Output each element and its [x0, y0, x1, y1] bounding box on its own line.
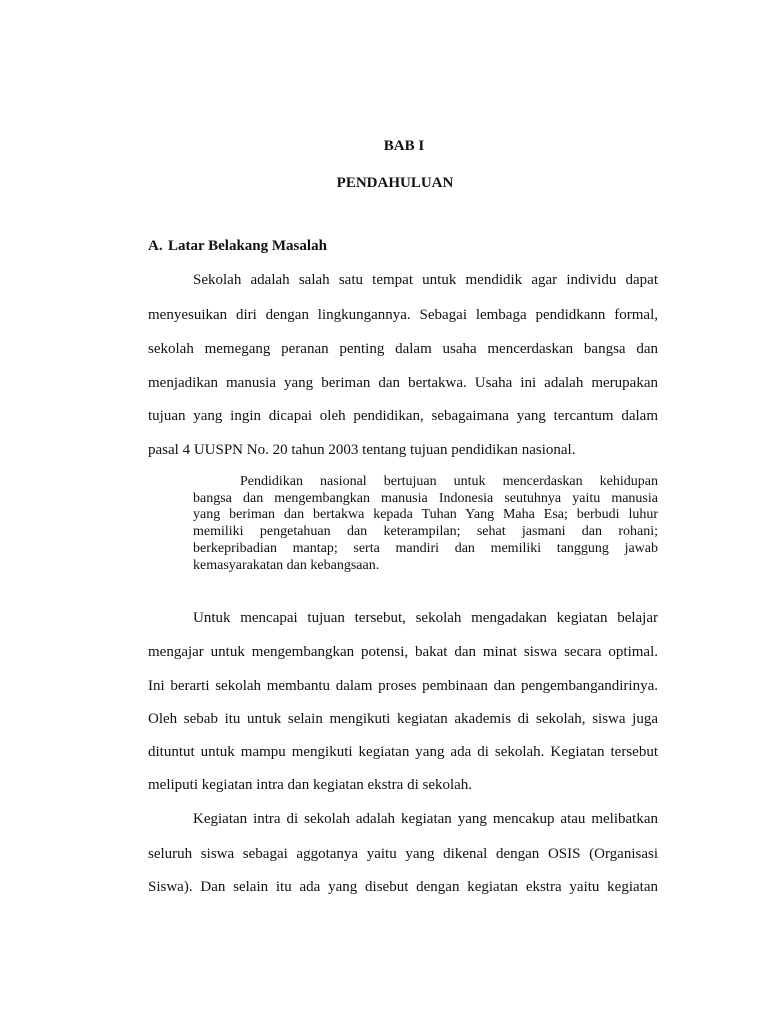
paragraph-2-line-4: Oleh sebab itu untuk selain mengikuti kegiatan akademis di sekolah, siswa juga: [148, 711, 658, 727]
section-heading: [148, 236, 327, 256]
quote-line-6: kemasyarakatan dan kebangsaan.: [193, 558, 380, 573]
paragraph-2-line-1: Untuk mencapai tujuan tersebut, sekolah mengadakan kegiatan belajar: [193, 610, 658, 626]
quote-line-2: bangsa dan mengembangkan manusia Indonesia seutuhnya yaitu manusia: [193, 491, 658, 506]
paragraph-1-line-5: tujuan yang ingin dicapai oleh pendidikan, sebagaimana yang tercantum dalam: [148, 408, 658, 424]
paragraph-1-line-4: menjadikan manusia yang beriman dan bertakwa. Usaha ini adalah merupakan: [148, 375, 658, 391]
chapter-number: BAB I: [383, 138, 425, 154]
paragraph-2-line-2: mengajar untuk mengembangkan potensi, bakat dan minat siswa secara optimal.: [148, 644, 658, 660]
paragraph-1-line-3: sekolah memegang peranan penting dalam usaha mencerdaskan bangsa dan: [148, 341, 658, 357]
paragraph-2-line-5: dituntut untuk mampu mengikuti kegiatan yang ada di sekolah. Kegiatan tersebut: [148, 744, 658, 760]
paragraph-2-line-6: meliputi kegiatan intra dan kegiatan ekstra di sekolah.: [148, 777, 473, 793]
paragraph-2-line-3: Ini berarti sekolah membantu dalam proses pembinaan dan pengembangandirinya.: [148, 678, 658, 694]
chapter-title: PENDAHULUAN: [336, 175, 454, 191]
quote-line-1: Pendidikan nasional bertujuan untuk mencerdaskan kehidupan: [240, 474, 658, 489]
paragraph-3-line-2: seluruh siswa sebagai aggotanya yaitu yang dikenal dengan OSIS (Organisasi: [148, 846, 658, 862]
quote-line-4: memiliki pengetahuan dan keterampilan; sehat jasmani dan rohani;: [193, 524, 658, 539]
paragraph-1-line-6: pasal 4 UUSPN No. 20 tahun 2003 tentang tujuan pendidikan nasional.: [148, 442, 576, 458]
paragraph-3-line-3: Siswa). Dan selain itu ada yang disebut dengan kegiatan ekstra yaitu kegiatan: [148, 879, 658, 895]
paragraph-3-line-1: Kegiatan intra di sekolah adalah kegiatan yang mencakup atau melibatkan: [193, 811, 658, 827]
paragraph-1-line-1: Sekolah adalah salah satu tempat untuk mendidik agar individu dapat: [193, 272, 658, 288]
quote-line-5: berkepribadian mantap; serta mandiri dan memiliki tanggung jawab: [193, 541, 658, 556]
section-marker: A.: [148, 238, 163, 254]
quote-line-3: yang beriman dan bertakwa kepada Tuhan Yang Maha Esa; berbudi luhur: [193, 507, 658, 522]
paragraph-1-line-2: menyesuikan diri dengan lingkungannya. Sebagai lembaga pendidkann formal,: [148, 307, 658, 323]
section-title: Latar Belakang Masalah: [168, 238, 327, 254]
